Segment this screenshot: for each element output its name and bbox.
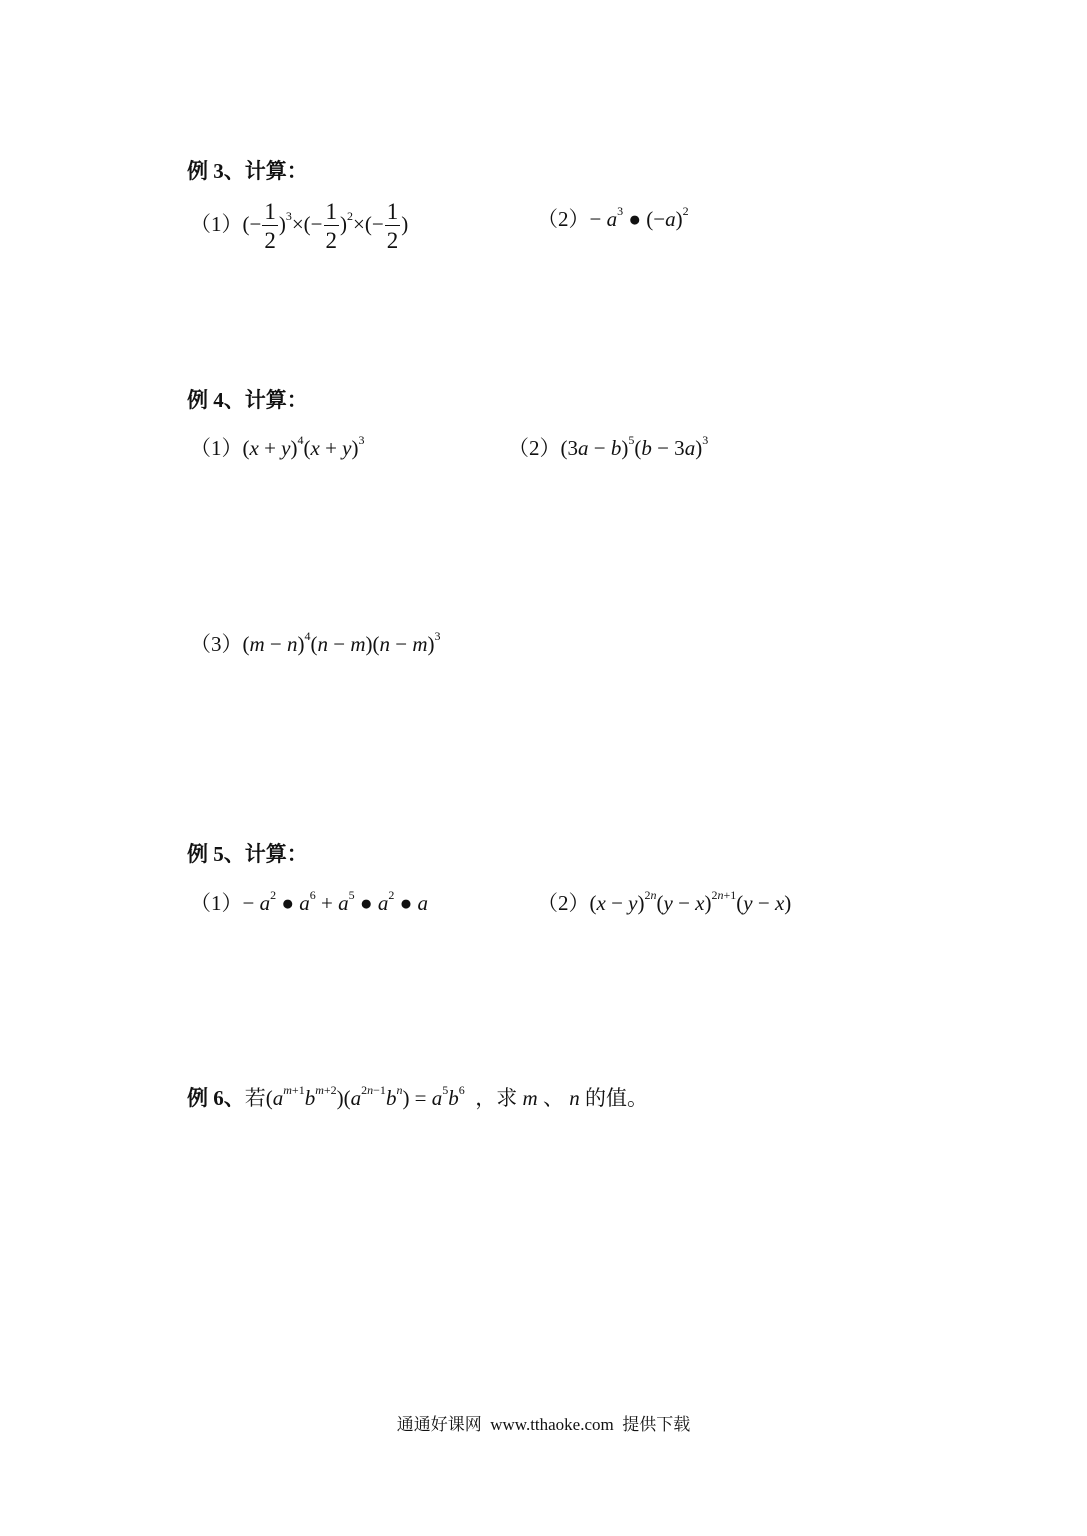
math-expression: (− $\frac{1}{2}$ )$^3$×(− $\frac{1}{2}$ )$^2$×(− $\frac{1}{2}$ ) — [242, 199, 409, 253]
problem-label: （2） — [508, 436, 561, 460]
example-6-heading: 例 6、 — [187, 1086, 245, 1110]
example-4-problem-2 — [508, 432, 708, 462]
example-5-heading: 例 5、计算： — [187, 842, 308, 866]
example-4-problem-1 — [190, 432, 365, 462]
problem-label: （3） — [190, 632, 243, 656]
math-expression: − $a^2$ ● $a^6 + a^5$ ● $a^2$ ● a — [242, 888, 428, 915]
example-4-heading: 例 4、计算： — [187, 388, 308, 412]
example-3-problem-1 — [190, 200, 408, 252]
example-6-line: 例 6、若$(a^{m+1}b^{m+2})(a^{2n-1}b^n) = a^5b^6$ ，求 m 、 n 的值。 — [187, 1083, 648, 1110]
example-3-heading: 例 3、计算： — [187, 159, 308, 183]
example-5-problem-2 — [537, 887, 791, 917]
problem-label: （1） — [190, 891, 243, 915]
example-6-text-if: 若 — [244, 1086, 266, 1110]
example-3-problem-2 — [537, 203, 689, 233]
problem-label: （1） — [190, 211, 243, 236]
example-6-text-ask: ，求 — [475, 1086, 518, 1110]
math-expression: − $a^3$ ● $(-a)^2$ — [589, 204, 689, 231]
example-6-text-end: 的值。 — [584, 1086, 648, 1110]
problem-label: （2） — [537, 207, 590, 231]
math-expression: $(x + y)^4(x + y)^3$ — [242, 433, 365, 460]
problem-label: （2） — [537, 891, 590, 915]
math-expression: $(m - n)^4(n - m)(n - m)^3$ — [242, 629, 441, 656]
page-footer: 通通好课网 www.tthaoke.com 提供下载 — [396, 1415, 691, 1434]
math-expression: $(3a - b)^5(b - 3a)^3$ — [560, 433, 709, 460]
math-expression: $(x - y)^{2n}(y - x)^{2n+1}(y - x)$ — [589, 888, 792, 915]
problem-label: （1） — [190, 436, 243, 460]
example-4-problem-3 — [190, 628, 441, 658]
example-5-problem-1 — [190, 887, 428, 917]
example-6-text-sep: 、 — [542, 1086, 564, 1110]
math-expression: $(a^{m+1}b^{m+2})(a^{2n-1}b^n) = a^5b^6$ — [265, 1083, 465, 1110]
